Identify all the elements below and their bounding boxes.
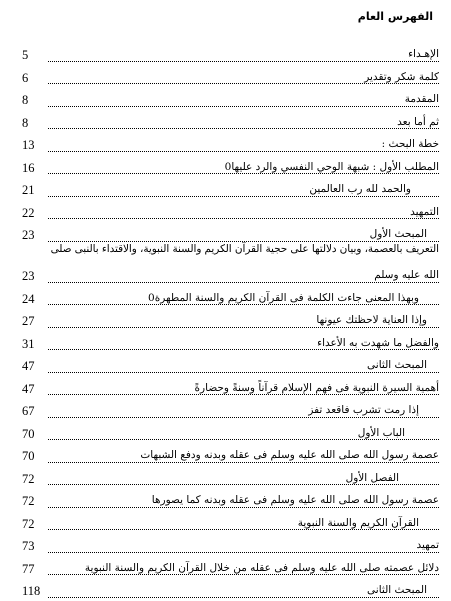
dot-leader [48, 372, 439, 373]
toc-entry-title: عصمة رسول الله صلى الله عليه وسلم فى عقله وبدنه كما يصورها [149, 494, 439, 506]
toc-page-number: 6 [22, 70, 29, 85]
dot-leader [48, 61, 439, 62]
dot-leader [48, 574, 439, 575]
toc-entry [22, 421, 439, 444]
toc-entry-title: ثم أما بعد [394, 116, 439, 128]
toc-page-number: 21 [22, 183, 35, 197]
toc-entry-title-line1: التعريف بالعصمة، وبيان دلالتها على حجية القرآن الكريم والسنة النبوية، والاقتداء بالنبى صلى [50, 242, 439, 255]
dot-leader [48, 128, 439, 129]
toc-page-number: 70 [22, 449, 35, 463]
toc-entry [22, 443, 439, 466]
toc-page-number: 16 [22, 160, 35, 175]
dot-leader [48, 597, 439, 598]
toc-entry [22, 353, 439, 376]
toc-entry [22, 65, 439, 88]
dot-leader [48, 529, 439, 530]
dot-leader [48, 83, 439, 84]
dot-leader [48, 304, 439, 305]
toc-page-number: 47 [22, 381, 35, 396]
toc-entry-title: عصمة رسول الله صلى الله عليه وسلم فى عقله وبدنه ودفع الشبهات [137, 449, 439, 461]
toc-entry [22, 466, 439, 489]
toc-entry [22, 222, 439, 245]
toc-page-number: 5 [22, 48, 29, 62]
toc-entry-title: وبهذا المعنى جاءت الكلمة فى القرآن الكريم والسنة المطهرة0 [145, 292, 419, 304]
toc-entry [22, 200, 439, 223]
toc-entry-title: خطة البحث : [379, 138, 439, 150]
toc-entry-title: والحمد لله رب العالمين [306, 183, 411, 195]
toc-page-number: 27 [22, 314, 35, 328]
toc-page-number: 8 [22, 93, 29, 107]
toc-entry [22, 578, 439, 601]
toc-entry-title: القرآن الكريم والسنة النبوية [295, 517, 419, 529]
toc-entry [22, 110, 439, 133]
dot-leader [48, 349, 439, 350]
toc-entry [22, 132, 439, 155]
toc-entry [22, 376, 439, 399]
toc-page-number: 70 [22, 426, 35, 441]
dot-leader [48, 327, 439, 328]
toc-entry-title: المقدمة [402, 93, 439, 105]
toc-entry-title: دلائل عصمته صلى الله عليه وسلم فى عقله من خلال القرآن الكريم والسنة النبوية [82, 562, 439, 574]
toc-entry [22, 87, 439, 110]
toc-entry-title: المطلب الأول : شبهة الوحي النفسي والرد عليها0 [222, 161, 439, 173]
toc-page-number: 47 [22, 359, 35, 373]
toc-page-number: 118 [22, 584, 41, 598]
toc-entry-title: أهمية السيرة النبوية فى فهم الإسلام قرآناً وسنةً وحضارةً [192, 382, 439, 394]
toc-page-number: 22 [22, 205, 35, 220]
toc-page-number: 13 [22, 138, 35, 152]
toc-page-number: 8 [22, 115, 29, 130]
dot-leader [48, 552, 439, 553]
toc-entry [22, 511, 439, 534]
toc-entry [22, 42, 439, 65]
toc-entry [22, 331, 439, 354]
dot-leader [48, 507, 439, 508]
dot-leader [48, 417, 439, 418]
dot-leader [48, 394, 439, 395]
dot-leader [48, 173, 439, 174]
toc-entry-title: الإهـداء [405, 48, 439, 60]
toc-page-number: 24 [22, 291, 35, 306]
toc-entry [22, 286, 439, 309]
toc-entry-title: وإذا العناية لاحظتك عيونها [313, 314, 427, 326]
toc-page-number: 77 [22, 561, 35, 576]
dot-leader [48, 439, 439, 440]
dot-leader [48, 282, 439, 283]
toc-entry [22, 488, 439, 511]
toc-entry [22, 155, 439, 178]
dot-leader [48, 218, 439, 219]
toc-page-number: 23 [22, 228, 35, 242]
toc-entry-title: كلمة شكر وتقدير [361, 71, 439, 83]
dot-leader [48, 484, 439, 485]
page-title: الفهرس العام [357, 10, 433, 23]
toc-page-number: 67 [22, 404, 35, 418]
toc-page-number: 72 [22, 494, 35, 508]
toc-entry-title: التمهيد [407, 206, 439, 218]
toc-entry [22, 533, 439, 556]
toc-entry-title: الباب الأول [355, 427, 405, 439]
toc-entry-title: المبحث الثانى [364, 584, 427, 596]
toc-entry-title: إذا رمت تشرب فاقعد تفز [305, 404, 419, 416]
dot-leader [48, 151, 439, 152]
toc-entry-title: المبحث الأول [367, 228, 427, 240]
toc-entry [22, 398, 439, 421]
toc-entry-title-line2: الله عليه وسلم [371, 269, 439, 281]
table-of-contents [22, 42, 439, 601]
toc-entry [22, 308, 439, 331]
dot-leader [48, 106, 439, 107]
toc-page-number: 72 [22, 516, 35, 531]
toc-page-number: 72 [22, 471, 35, 486]
toc-page-number: 73 [22, 539, 35, 553]
dot-leader [48, 462, 439, 463]
dot-leader [48, 241, 439, 242]
toc-entry-title: المبحث الثانى [364, 359, 427, 371]
dot-leader [48, 196, 439, 197]
toc-entry [22, 177, 439, 200]
toc-entry [22, 242, 439, 286]
toc-entry-title: تمهيد [413, 539, 439, 551]
toc-page-number: 31 [22, 336, 35, 351]
toc-entry-title: والفضل ما شهدت به الأعداء [314, 337, 439, 349]
toc-page-number: 23 [22, 269, 35, 283]
toc-entry-title: الفصل الأول [343, 472, 399, 484]
